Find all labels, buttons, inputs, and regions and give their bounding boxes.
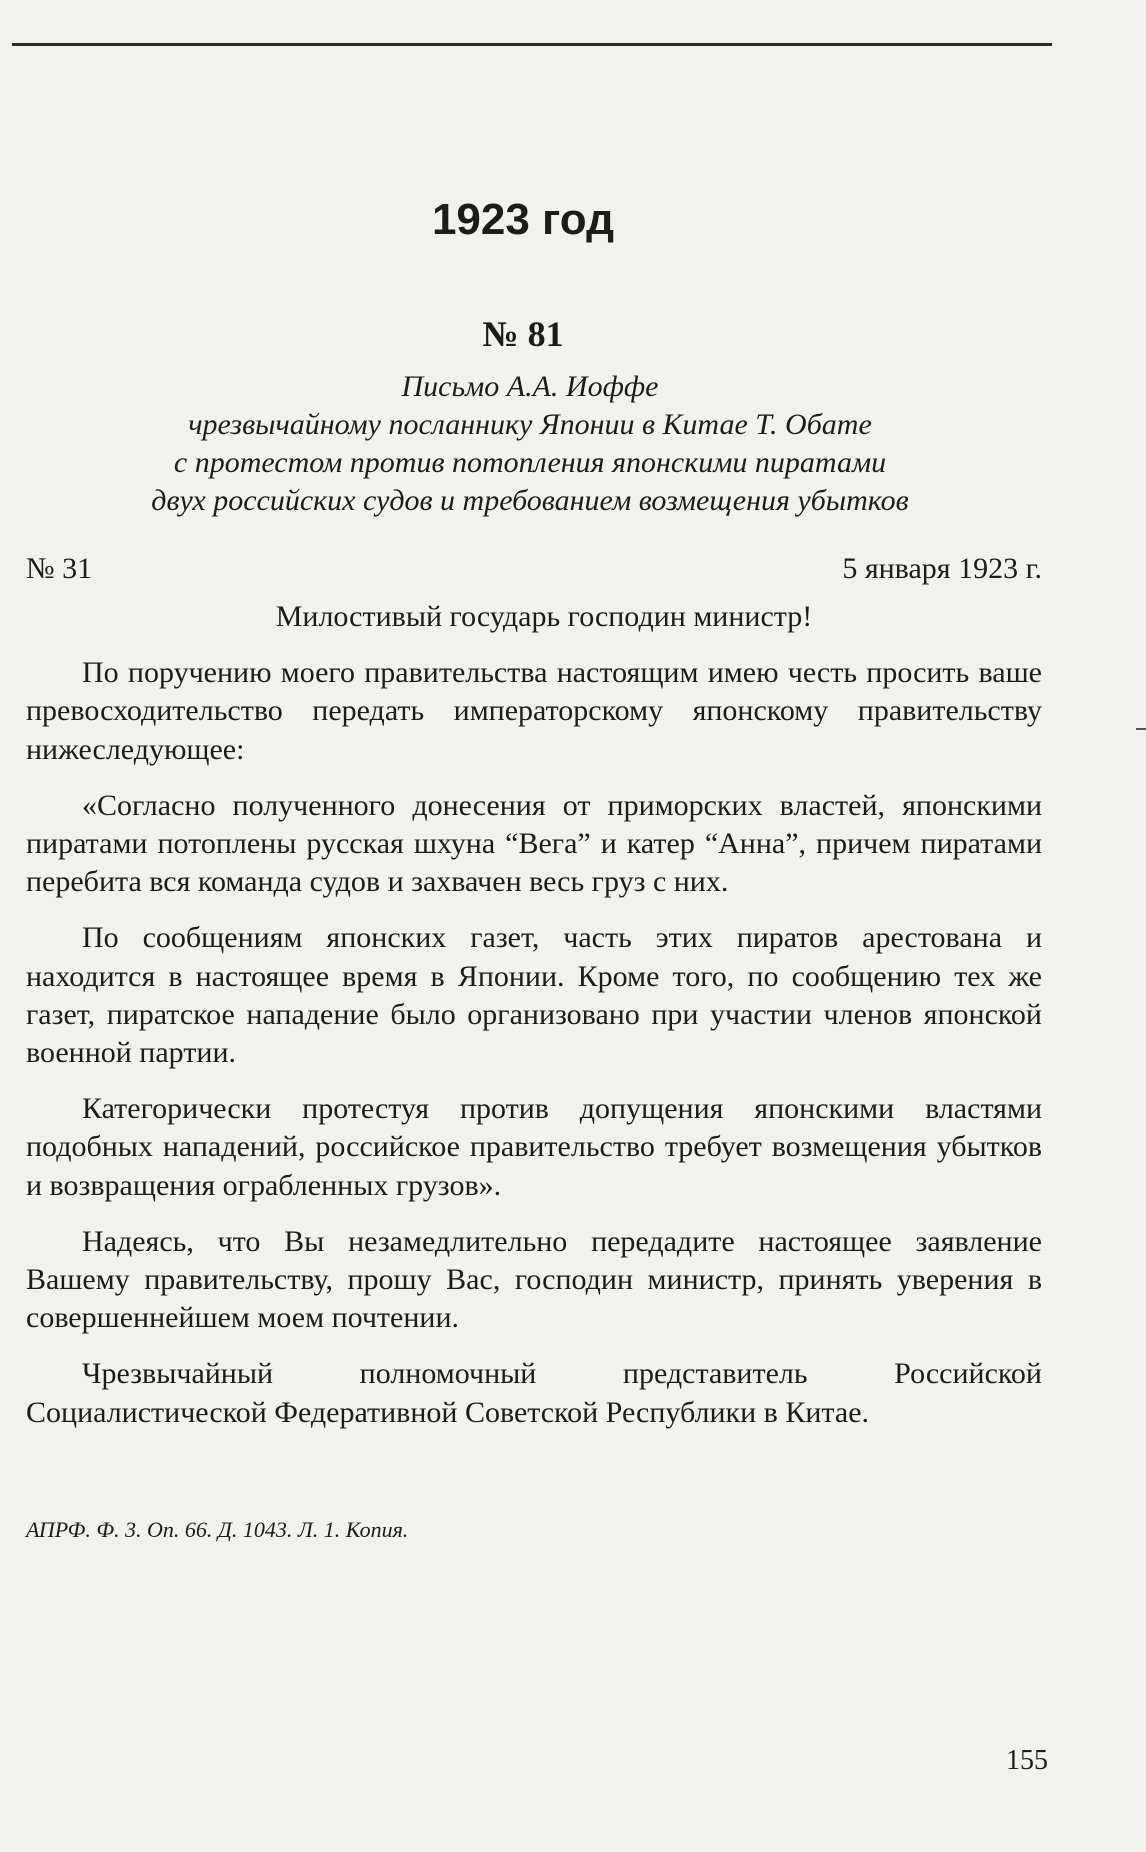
paragraph: По поручению моего правительства настоящим имею честь просить ваше превосходительство передать императорскому японскому правительству нижеследующее: [26, 656, 1042, 766]
heading-line: двух российских судов и требованием возмещения убытков [151, 484, 909, 517]
document-number: № 81 [482, 314, 564, 354]
signature: Чрезвычайный полномочный представитель Российской Социалистической Федеративной Советской Республики в Китае. [26, 1357, 1042, 1429]
margin-mark [1136, 728, 1146, 730]
heading-line: чрезвычайному посланнику Японии в Китае Т. Обате [188, 408, 872, 441]
document-heading [30, 368, 1030, 520]
page-number: 155 [1006, 1745, 1048, 1776]
heading-line: Письмо А.А. Иоффе [401, 370, 659, 403]
heading-line: с протестом против потопления японскими пиратами [173, 446, 887, 479]
top-rule [12, 43, 1052, 46]
paragraph: Надеясь, что Вы незамедлительно передадите настоящее заявление Вашему правительству, прошу Вас, господин министр, принять уверения в совершеннейшем моем почтении. [26, 1224, 1042, 1335]
paragraph: «Согласно полученного донесения от приморских властей, японскими пиратами потоплены русская шхуна “Вега” и катер “Анна”, причем пиратами перебита вся команда судов и захвачен весь груз с них. [26, 788, 1042, 899]
letter-date: 5 января 1923 г. [842, 552, 1042, 585]
outgoing-number: № 31 [26, 552, 93, 585]
paragraph: По сообщениям японских газет, часть этих пиратов арестована и находится в настоящее время в Японии. Кроме того, по сообщению тех же газет, пиратское нападение было организовано при участии членов японской военной партии. [26, 921, 1042, 1070]
archive-source-note: АПРФ. Ф. 3. Оп. 66. Д. 1043. Л. 1. Копия. [26, 1517, 409, 1542]
paragraph: Категорически протестуя против допущения японскими властями подобных нападений, российское правительство требует возмещения убытков и возвращения ограбленных грузов». [26, 1092, 1042, 1202]
year-title: 1923 год [431, 195, 615, 244]
letter-body [26, 598, 1042, 1438]
salutation: Милостивый государь господин министр! [275, 600, 813, 633]
